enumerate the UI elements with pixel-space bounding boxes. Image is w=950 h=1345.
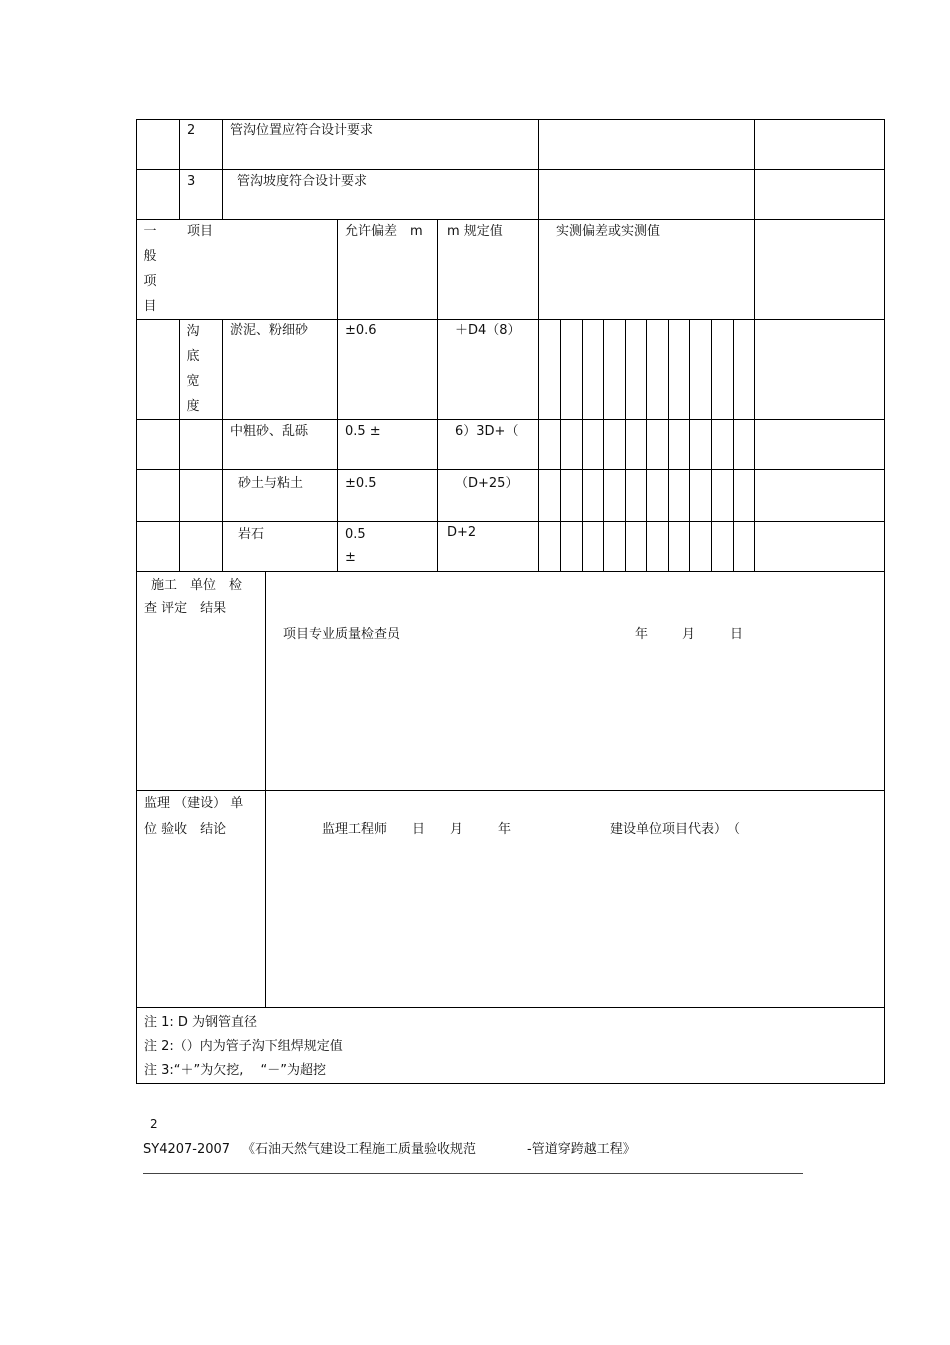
supervision-label: 位 验收 结论 <box>144 822 227 837</box>
measure-grid-line <box>689 319 690 571</box>
measure-grid-line <box>646 319 647 571</box>
footer-rule <box>143 1173 803 1174</box>
tolerance-value: 0.5 <box>345 527 366 542</box>
row-divider <box>136 790 885 791</box>
specified-value: 6）3D+（ <box>455 424 519 439</box>
col-header-item: 项目 <box>187 224 214 239</box>
col-divider <box>222 319 223 571</box>
date-month: 月 <box>682 627 696 642</box>
col-divider <box>179 319 180 571</box>
date-year: 年 <box>635 627 649 642</box>
measure-grid-line <box>560 319 561 571</box>
table-border-top <box>136 119 885 120</box>
page-number: 2 <box>150 1117 158 1131</box>
row-divider <box>136 419 885 420</box>
col-divider <box>265 571 266 1007</box>
col-divider <box>179 119 180 219</box>
standard-code: SY4207-2007 <box>143 1142 231 1157</box>
row-divider <box>136 1007 885 1008</box>
row-number: 2 <box>187 123 196 138</box>
specified-value: D+2 <box>447 525 477 540</box>
row-requirement: 管沟坡度符合设计要求 <box>237 174 368 189</box>
row-divider <box>136 571 885 572</box>
measure-grid-line <box>603 319 604 571</box>
row-divider <box>136 521 885 522</box>
tolerance-value: ±0.5 <box>345 476 377 491</box>
tolerance-value: 0.5 ± <box>345 424 381 439</box>
soil-type: 砂土与粘土 <box>238 476 304 491</box>
table-border-right <box>884 119 885 1084</box>
col-divider <box>538 119 539 571</box>
construction-label: 施工 单位 检 <box>151 578 243 593</box>
measure-grid-line <box>625 319 626 571</box>
specified-value: ＋D4（8） <box>455 323 521 338</box>
specified-value: （D+25） <box>455 476 519 491</box>
row-divider <box>136 169 885 170</box>
row-divider <box>136 219 885 220</box>
date-month: 月 <box>450 822 464 837</box>
col-divider <box>754 119 755 571</box>
measure-grid-line <box>582 319 583 571</box>
date-day: 日 <box>730 627 744 642</box>
construction-label: 查 评定 结果 <box>144 601 227 616</box>
tolerance-sign: ± <box>345 550 356 565</box>
col-divider <box>437 219 438 571</box>
row-number: 3 <box>187 174 196 189</box>
date-day: 日 <box>412 822 426 837</box>
engineer-label: 监理工程师 <box>322 822 388 837</box>
tolerance-value: ±0.6 <box>345 323 377 338</box>
table-border-left <box>136 119 137 1084</box>
measure-grid-line <box>668 319 669 571</box>
supervision-label: 监理 （建设） 单 <box>144 796 244 811</box>
measure-grid-line <box>711 319 712 571</box>
note: 注 1: D 为钢管直径 <box>144 1015 258 1030</box>
col-header-measured: 实测偏差或实测值 <box>556 224 661 239</box>
soil-type: 淤泥、粉细砂 <box>230 323 309 338</box>
soil-type: 中粗砂、乱砾 <box>230 424 309 439</box>
col-header-specified: m 规定值 <box>447 224 503 239</box>
row-requirement: 管沟位置应符合设计要求 <box>230 123 374 138</box>
note: 注 3:“＋”为欠挖, “－”为超挖 <box>144 1063 326 1078</box>
owner-rep-label: 建设单位项目代表） （ <box>610 822 741 837</box>
row-divider <box>136 469 885 470</box>
col-divider <box>337 219 338 571</box>
standard-title: 《石油天然气建设工程施工质量验收规范 <box>242 1142 477 1157</box>
soil-type: 岩石 <box>238 527 265 542</box>
col-divider <box>222 119 223 219</box>
table-border-bottom <box>136 1083 885 1084</box>
row-divider <box>136 319 885 320</box>
note: 注 2:（）内为管子沟下组焊规定值 <box>144 1039 343 1054</box>
inspector-label: 项目专业质量检查员 <box>283 627 401 642</box>
standard-subtitle: -管道穿跨越工程》 <box>527 1142 636 1157</box>
col-header-tolerance: 允许偏差 m <box>345 224 423 239</box>
date-year: 年 <box>498 822 512 837</box>
measure-grid-line <box>733 319 734 571</box>
